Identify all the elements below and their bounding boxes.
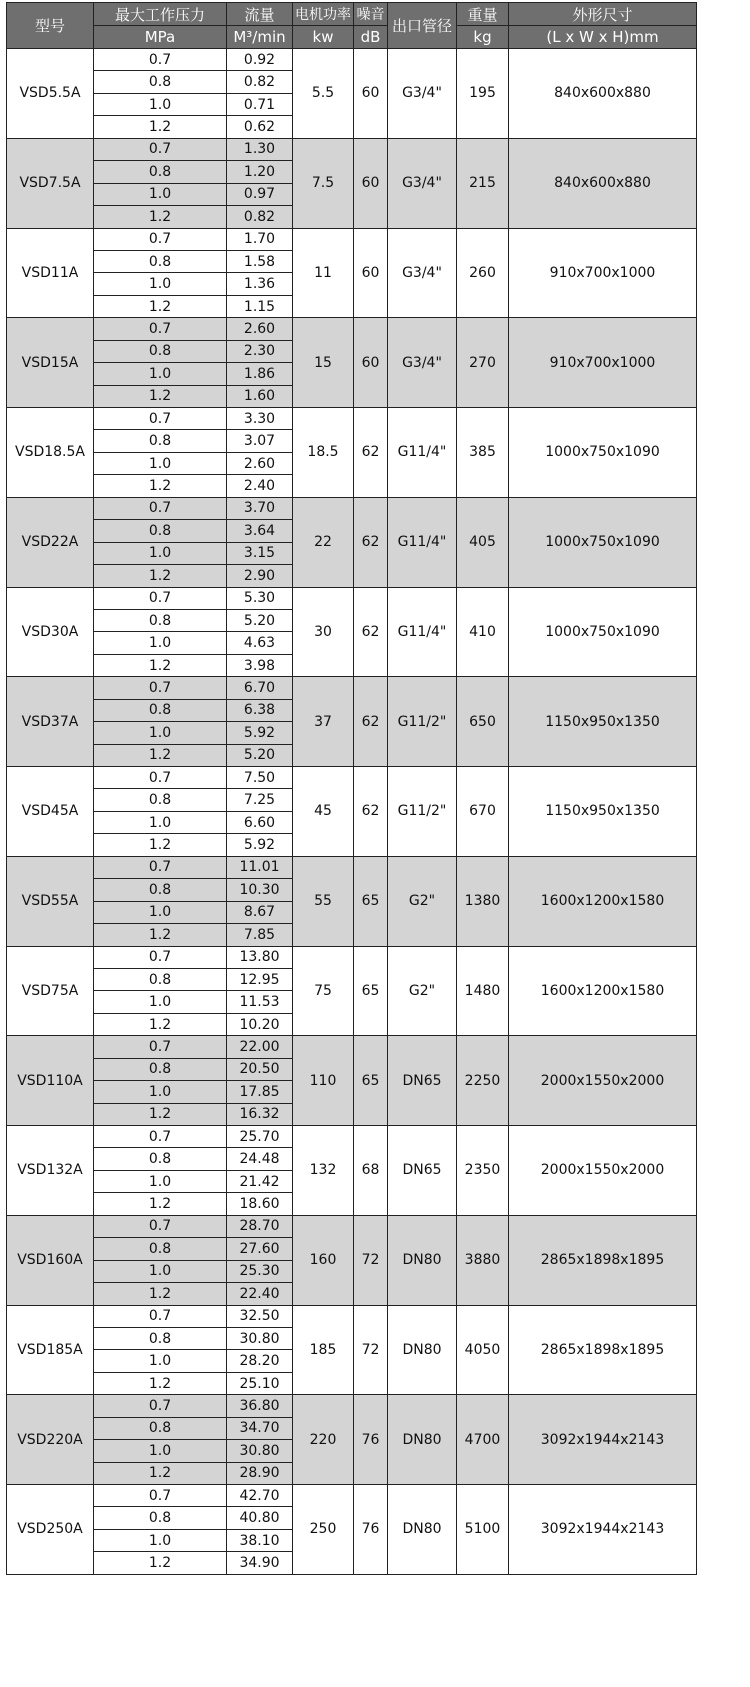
flow-cell: 2.60 xyxy=(227,452,293,474)
table-header xyxy=(7,3,697,49)
flow-cell: 22.00 xyxy=(227,1036,293,1058)
flow-cell: 20.50 xyxy=(227,1058,293,1080)
outlet-cell: DN65 xyxy=(388,1036,457,1126)
flow-cell: 2.30 xyxy=(227,340,293,362)
flow-cell: 22.40 xyxy=(227,1283,293,1305)
outlet-cell: DN80 xyxy=(388,1215,457,1305)
dims-cell: 910x700x1000 xyxy=(509,318,697,408)
noise-cell: 76 xyxy=(354,1395,388,1485)
power-cell: 132 xyxy=(293,1126,354,1216)
pressure-cell: 1.2 xyxy=(94,565,227,587)
pressure-cell: 0.7 xyxy=(94,1485,227,1507)
flow-cell: 27.60 xyxy=(227,1238,293,1260)
flow-cell: 2.60 xyxy=(227,318,293,340)
weight-cell: 410 xyxy=(457,587,509,677)
pressure-cell: 0.8 xyxy=(94,879,227,901)
outlet-cell: G11/2" xyxy=(388,767,457,857)
weight-cell: 195 xyxy=(457,49,509,139)
dims-cell: 3092x1944x2143 xyxy=(509,1395,697,1485)
dims-cell: 1150x950x1350 xyxy=(509,767,697,857)
header-row-units xyxy=(7,26,697,49)
weight-cell: 670 xyxy=(457,767,509,857)
flow-cell: 5.92 xyxy=(227,834,293,856)
noise-cell: 62 xyxy=(354,497,388,587)
pressure-cell: 0.7 xyxy=(94,946,227,968)
pressure-cell: 0.7 xyxy=(94,138,227,160)
noise-cell: 68 xyxy=(354,1126,388,1216)
pressure-cell: 1.0 xyxy=(94,542,227,564)
pressure-cell: 1.0 xyxy=(94,1529,227,1551)
pressure-cell: 0.8 xyxy=(94,789,227,811)
outlet-cell: G11/4" xyxy=(388,408,457,498)
flow-cell: 5.20 xyxy=(227,744,293,766)
power-cell: 45 xyxy=(293,767,354,857)
weight-cell: 405 xyxy=(457,497,509,587)
header-pressure: 最大工作压力 xyxy=(94,3,227,26)
pressure-cell: 0.7 xyxy=(94,1036,227,1058)
model-cell: VSD185A xyxy=(7,1305,94,1395)
weight-cell: 2250 xyxy=(457,1036,509,1126)
noise-cell: 62 xyxy=(354,587,388,677)
noise-cell: 60 xyxy=(354,228,388,318)
flow-cell: 3.07 xyxy=(227,430,293,452)
pressure-cell: 0.7 xyxy=(94,318,227,340)
table-row xyxy=(7,946,697,968)
power-cell: 75 xyxy=(293,946,354,1036)
flow-cell: 42.70 xyxy=(227,1485,293,1507)
pressure-cell: 0.7 xyxy=(94,49,227,71)
table-row xyxy=(7,677,697,699)
weight-cell: 1480 xyxy=(457,946,509,1036)
flow-cell: 1.30 xyxy=(227,138,293,160)
flow-cell: 7.85 xyxy=(227,924,293,946)
weight-cell: 3880 xyxy=(457,1215,509,1305)
pressure-cell: 0.7 xyxy=(94,497,227,519)
power-cell: 55 xyxy=(293,856,354,946)
flow-cell: 1.86 xyxy=(227,363,293,385)
pressure-cell: 1.2 xyxy=(94,654,227,676)
outlet-cell: DN80 xyxy=(388,1305,457,1395)
outlet-cell: DN80 xyxy=(388,1395,457,1485)
model-cell: VSD11A xyxy=(7,228,94,318)
flow-cell: 1.60 xyxy=(227,385,293,407)
dims-cell: 1000x750x1090 xyxy=(509,408,697,498)
pressure-cell: 1.0 xyxy=(94,632,227,654)
weight-cell: 4700 xyxy=(457,1395,509,1485)
flow-cell: 11.53 xyxy=(227,991,293,1013)
pressure-cell: 1.0 xyxy=(94,452,227,474)
flow-cell: 36.80 xyxy=(227,1395,293,1417)
pressure-cell: 0.7 xyxy=(94,408,227,430)
spec-table xyxy=(6,2,697,1575)
flow-cell: 40.80 xyxy=(227,1507,293,1529)
pressure-cell: 0.7 xyxy=(94,228,227,250)
pressure-cell: 0.7 xyxy=(94,1126,227,1148)
pressure-cell: 1.0 xyxy=(94,363,227,385)
pressure-cell: 0.8 xyxy=(94,1417,227,1439)
header-model: 型号 xyxy=(7,3,94,49)
flow-cell: 0.82 xyxy=(227,71,293,93)
header-weight-unit: kg xyxy=(457,26,509,49)
pressure-cell: 0.8 xyxy=(94,1327,227,1349)
flow-cell: 28.90 xyxy=(227,1462,293,1484)
flow-cell: 28.20 xyxy=(227,1350,293,1372)
pressure-cell: 1.0 xyxy=(94,93,227,115)
noise-cell: 76 xyxy=(354,1485,388,1575)
outlet-cell: G11/2" xyxy=(388,677,457,767)
header-row-labels xyxy=(7,3,697,26)
pressure-cell: 1.0 xyxy=(94,273,227,295)
table-row xyxy=(7,228,697,250)
power-cell: 160 xyxy=(293,1215,354,1305)
dims-cell: 1600x1200x1580 xyxy=(509,946,697,1036)
outlet-cell: G3/4" xyxy=(388,228,457,318)
header-dims-unit: (L x W x H)mm xyxy=(509,26,697,49)
noise-cell: 62 xyxy=(354,677,388,767)
header-flow-unit: M³/min xyxy=(227,26,293,49)
pressure-cell: 1.0 xyxy=(94,183,227,205)
power-cell: 22 xyxy=(293,497,354,587)
flow-cell: 34.70 xyxy=(227,1417,293,1439)
flow-cell: 28.70 xyxy=(227,1215,293,1237)
table-row xyxy=(7,497,697,519)
model-cell: VSD220A xyxy=(7,1395,94,1485)
dims-cell: 1600x1200x1580 xyxy=(509,856,697,946)
pressure-cell: 1.2 xyxy=(94,1372,227,1394)
weight-cell: 260 xyxy=(457,228,509,318)
model-cell: VSD250A xyxy=(7,1485,94,1575)
pressure-cell: 0.8 xyxy=(94,520,227,542)
flow-cell: 8.67 xyxy=(227,901,293,923)
dims-cell: 2000x1550x2000 xyxy=(509,1036,697,1126)
model-cell: VSD22A xyxy=(7,497,94,587)
flow-cell: 30.80 xyxy=(227,1327,293,1349)
model-cell: VSD30A xyxy=(7,587,94,677)
flow-cell: 5.20 xyxy=(227,609,293,631)
table-row xyxy=(7,1395,697,1417)
dims-cell: 910x700x1000 xyxy=(509,228,697,318)
model-cell: VSD160A xyxy=(7,1215,94,1305)
pressure-cell: 1.0 xyxy=(94,1260,227,1282)
pressure-cell: 1.0 xyxy=(94,1081,227,1103)
weight-cell: 5100 xyxy=(457,1485,509,1575)
flow-cell: 17.85 xyxy=(227,1081,293,1103)
model-cell: VSD45A xyxy=(7,767,94,857)
pressure-cell: 0.8 xyxy=(94,71,227,93)
pressure-cell: 1.2 xyxy=(94,385,227,407)
pressure-cell: 1.0 xyxy=(94,1350,227,1372)
noise-cell: 60 xyxy=(354,318,388,408)
flow-cell: 3.64 xyxy=(227,520,293,542)
flow-cell: 7.25 xyxy=(227,789,293,811)
flow-cell: 11.01 xyxy=(227,856,293,878)
pressure-cell: 1.0 xyxy=(94,811,227,833)
table-row xyxy=(7,587,697,609)
flow-cell: 0.97 xyxy=(227,183,293,205)
header-pressure-unit: MPa xyxy=(94,26,227,49)
header-outlet: 出口管径 xyxy=(388,3,457,49)
power-cell: 11 xyxy=(293,228,354,318)
power-cell: 37 xyxy=(293,677,354,767)
flow-cell: 1.58 xyxy=(227,250,293,272)
pressure-cell: 1.2 xyxy=(94,834,227,856)
flow-cell: 24.48 xyxy=(227,1148,293,1170)
pressure-cell: 0.8 xyxy=(94,699,227,721)
flow-cell: 10.20 xyxy=(227,1013,293,1035)
flow-cell: 3.70 xyxy=(227,497,293,519)
table-row xyxy=(7,1215,697,1237)
model-cell: VSD18.5A xyxy=(7,408,94,498)
noise-cell: 72 xyxy=(354,1215,388,1305)
table-row xyxy=(7,138,697,160)
outlet-cell: G2" xyxy=(388,946,457,1036)
pressure-cell: 0.7 xyxy=(94,587,227,609)
model-cell: VSD7.5A xyxy=(7,138,94,228)
flow-cell: 21.42 xyxy=(227,1170,293,1192)
pressure-cell: 1.2 xyxy=(94,1103,227,1125)
noise-cell: 62 xyxy=(354,767,388,857)
power-cell: 30 xyxy=(293,587,354,677)
power-cell: 15 xyxy=(293,318,354,408)
dims-cell: 2865x1898x1895 xyxy=(509,1305,697,1395)
power-cell: 220 xyxy=(293,1395,354,1485)
table-row xyxy=(7,767,697,789)
table-row xyxy=(7,1036,697,1058)
header-noise-unit: dB xyxy=(354,26,388,49)
model-cell: VSD110A xyxy=(7,1036,94,1126)
flow-cell: 0.62 xyxy=(227,116,293,138)
flow-cell: 1.36 xyxy=(227,273,293,295)
flow-cell: 34.90 xyxy=(227,1552,293,1574)
header-power-unit: kw xyxy=(293,26,354,49)
pressure-cell: 1.2 xyxy=(94,295,227,317)
weight-cell: 650 xyxy=(457,677,509,767)
flow-cell: 5.92 xyxy=(227,722,293,744)
flow-cell: 5.30 xyxy=(227,587,293,609)
flow-cell: 0.82 xyxy=(227,206,293,228)
flow-cell: 25.10 xyxy=(227,1372,293,1394)
table-row xyxy=(7,1485,697,1507)
dims-cell: 2865x1898x1895 xyxy=(509,1215,697,1305)
pressure-cell: 0.8 xyxy=(94,250,227,272)
weight-cell: 4050 xyxy=(457,1305,509,1395)
pressure-cell: 1.0 xyxy=(94,991,227,1013)
pressure-cell: 0.7 xyxy=(94,1395,227,1417)
table-row xyxy=(7,856,697,878)
dims-cell: 840x600x880 xyxy=(509,49,697,139)
outlet-cell: DN80 xyxy=(388,1485,457,1575)
dims-cell: 1000x750x1090 xyxy=(509,497,697,587)
model-cell: VSD55A xyxy=(7,856,94,946)
flow-cell: 2.40 xyxy=(227,475,293,497)
flow-cell: 0.71 xyxy=(227,93,293,115)
flow-cell: 1.70 xyxy=(227,228,293,250)
pressure-cell: 1.2 xyxy=(94,1193,227,1215)
flow-cell: 16.32 xyxy=(227,1103,293,1125)
noise-cell: 72 xyxy=(354,1305,388,1395)
weight-cell: 215 xyxy=(457,138,509,228)
pressure-cell: 1.2 xyxy=(94,475,227,497)
spec-table-container xyxy=(6,2,697,1575)
pressure-cell: 0.7 xyxy=(94,767,227,789)
outlet-cell: G11/4" xyxy=(388,497,457,587)
flow-cell: 3.15 xyxy=(227,542,293,564)
power-cell: 5.5 xyxy=(293,49,354,139)
pressure-cell: 1.2 xyxy=(94,116,227,138)
outlet-cell: G3/4" xyxy=(388,318,457,408)
noise-cell: 65 xyxy=(354,1036,388,1126)
pressure-cell: 1.2 xyxy=(94,1462,227,1484)
pressure-cell: 0.8 xyxy=(94,340,227,362)
weight-cell: 2350 xyxy=(457,1126,509,1216)
flow-cell: 3.98 xyxy=(227,654,293,676)
flow-cell: 25.70 xyxy=(227,1126,293,1148)
power-cell: 18.5 xyxy=(293,408,354,498)
pressure-cell: 0.8 xyxy=(94,1058,227,1080)
flow-cell: 7.50 xyxy=(227,767,293,789)
pressure-cell: 0.8 xyxy=(94,430,227,452)
dims-cell: 840x600x880 xyxy=(509,138,697,228)
pressure-cell: 1.2 xyxy=(94,206,227,228)
dims-cell: 2000x1550x2000 xyxy=(509,1126,697,1216)
outlet-cell: G3/4" xyxy=(388,49,457,139)
flow-cell: 10.30 xyxy=(227,879,293,901)
flow-cell: 18.60 xyxy=(227,1193,293,1215)
pressure-cell: 0.8 xyxy=(94,1238,227,1260)
flow-cell: 13.80 xyxy=(227,946,293,968)
pressure-cell: 0.8 xyxy=(94,1507,227,1529)
pressure-cell: 0.8 xyxy=(94,1148,227,1170)
outlet-cell: G3/4" xyxy=(388,138,457,228)
model-cell: VSD37A xyxy=(7,677,94,767)
pressure-cell: 0.7 xyxy=(94,1215,227,1237)
pressure-cell: 0.7 xyxy=(94,677,227,699)
table-row xyxy=(7,318,697,340)
table-row xyxy=(7,1126,697,1148)
weight-cell: 1380 xyxy=(457,856,509,946)
table-row xyxy=(7,1305,697,1327)
pressure-cell: 1.2 xyxy=(94,744,227,766)
pressure-cell: 1.2 xyxy=(94,924,227,946)
model-cell: VSD15A xyxy=(7,318,94,408)
weight-cell: 385 xyxy=(457,408,509,498)
flow-cell: 3.30 xyxy=(227,408,293,430)
pressure-cell: 0.8 xyxy=(94,161,227,183)
header-dims: 外形尺寸 xyxy=(509,3,697,26)
flow-cell: 2.90 xyxy=(227,565,293,587)
pressure-cell: 0.7 xyxy=(94,856,227,878)
noise-cell: 62 xyxy=(354,408,388,498)
model-cell: VSD75A xyxy=(7,946,94,1036)
outlet-cell: G11/4" xyxy=(388,587,457,677)
pressure-cell: 1.2 xyxy=(94,1013,227,1035)
dims-cell: 3092x1944x2143 xyxy=(509,1485,697,1575)
dims-cell: 1000x750x1090 xyxy=(509,587,697,677)
flow-cell: 32.50 xyxy=(227,1305,293,1327)
flow-cell: 4.63 xyxy=(227,632,293,654)
flow-cell: 0.92 xyxy=(227,49,293,71)
pressure-cell: 1.2 xyxy=(94,1283,227,1305)
table-row xyxy=(7,49,697,71)
pressure-cell: 1.0 xyxy=(94,901,227,923)
flow-cell: 1.15 xyxy=(227,295,293,317)
flow-cell: 38.10 xyxy=(227,1529,293,1551)
pressure-cell: 1.0 xyxy=(94,722,227,744)
outlet-cell: G2" xyxy=(388,856,457,946)
dims-cell: 1150x950x1350 xyxy=(509,677,697,767)
noise-cell: 60 xyxy=(354,138,388,228)
flow-cell: 6.38 xyxy=(227,699,293,721)
pressure-cell: 1.0 xyxy=(94,1170,227,1192)
outlet-cell: DN65 xyxy=(388,1126,457,1216)
pressure-cell: 0.7 xyxy=(94,1305,227,1327)
power-cell: 7.5 xyxy=(293,138,354,228)
pressure-cell: 1.0 xyxy=(94,1440,227,1462)
noise-cell: 65 xyxy=(354,946,388,1036)
model-cell: VSD132A xyxy=(7,1126,94,1216)
table-row xyxy=(7,408,697,430)
power-cell: 110 xyxy=(293,1036,354,1126)
flow-cell: 6.70 xyxy=(227,677,293,699)
flow-cell: 12.95 xyxy=(227,968,293,990)
header-power: 电机功率 xyxy=(293,3,354,26)
flow-cell: 25.30 xyxy=(227,1260,293,1282)
power-cell: 185 xyxy=(293,1305,354,1395)
table-body xyxy=(7,49,697,1575)
pressure-cell: 0.8 xyxy=(94,609,227,631)
pressure-cell: 0.8 xyxy=(94,968,227,990)
weight-cell: 270 xyxy=(457,318,509,408)
pressure-cell: 1.2 xyxy=(94,1552,227,1574)
flow-cell: 1.20 xyxy=(227,161,293,183)
noise-cell: 65 xyxy=(354,856,388,946)
header-noise: 噪音 xyxy=(354,3,388,26)
header-flow: 流量 xyxy=(227,3,293,26)
model-cell: VSD5.5A xyxy=(7,49,94,139)
flow-cell: 6.60 xyxy=(227,811,293,833)
header-weight: 重量 xyxy=(457,3,509,26)
power-cell: 250 xyxy=(293,1485,354,1575)
noise-cell: 60 xyxy=(354,49,388,139)
flow-cell: 30.80 xyxy=(227,1440,293,1462)
